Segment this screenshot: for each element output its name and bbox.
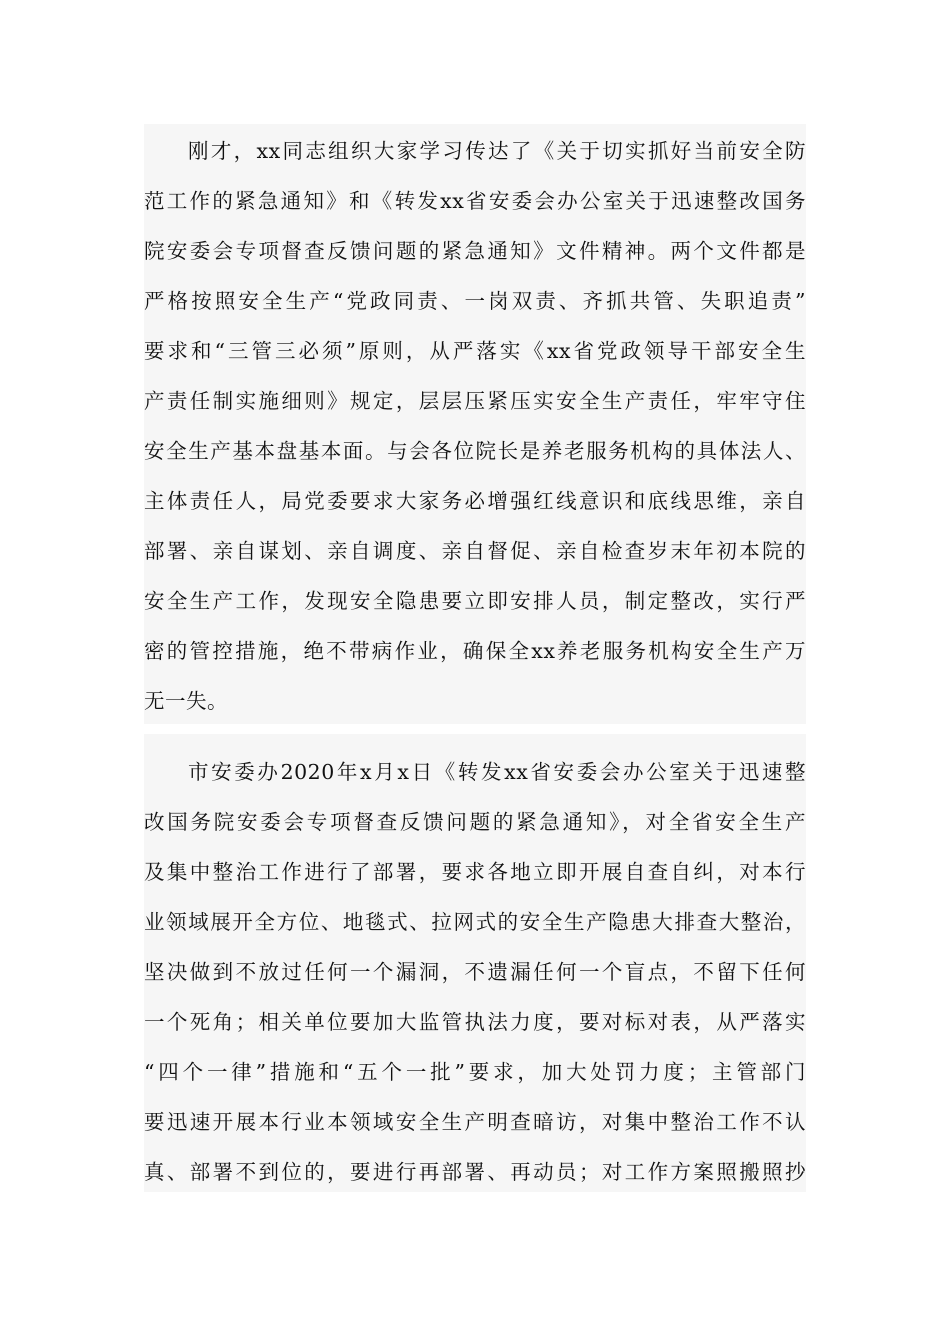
paragraph-2-line-9: 真、部署不到位的，要进行再部署、再动员；对工作方案照搬照抄: [144, 1160, 806, 1184]
paragraph-1-line-12: 无一失。: [144, 689, 228, 713]
paragraph-1-line-5: 要求和“三管三必须”原则，从严落实《xx省党政领导干部安全生: [144, 339, 806, 363]
paragraph-1-line-3: 院安委会专项督查反馈问题的紧急通知》文件精神。两个文件都是: [144, 239, 806, 263]
paragraph-2-line-8: 要迅速开展本行业本领域安全生产明查暗访，对集中整治工作不认: [144, 1110, 806, 1134]
paragraph-2-line-1: 市安委办2020年x月x日《转发xx省安委会办公室关于迅速整: [188, 760, 806, 784]
paragraph-2-line-4: 业领域展开全方位、地毯式、拉网式的安全生产隐患大排查大整治，: [144, 910, 806, 934]
paragraph-1-line-11: 密的管控措施，绝不带病作业，确保全xx养老服务机构安全生产万: [144, 639, 806, 663]
paragraph-1-line-9: 部署、亲自谋划、亲自调度、亲自督促、亲自检查岁末年初本院的: [144, 539, 806, 563]
paragraph-1-line-6: 产责任制实施细则》规定，层层压紧压实安全生产责任，牢牢守住: [144, 389, 806, 413]
paragraph-2-line-7: “四个一律”措施和“五个一批”要求，加大处罚力度；主管部门: [144, 1060, 806, 1084]
paragraph-1-line-8: 主体责任人，局党委要求大家务必增强红线意识和底线思维，亲自: [144, 489, 806, 513]
paragraph-1-line-10: 安全生产工作，发现安全隐患要立即安排人员，制定整改，实行严: [144, 589, 806, 613]
paragraph-1-line-7: 安全生产基本盘基本面。与会各位院长是养老服务机构的具体法人、: [144, 439, 806, 463]
paragraph-2-line-5: 坚决做到不放过任何一个漏洞，不遗漏任何一个盲点，不留下任何: [144, 960, 806, 984]
paragraph-2-line-2: 改国务院安委会专项督查反馈问题的紧急通知》，对全省安全生产: [144, 810, 806, 834]
paragraph-2-line-3: 及集中整治工作进行了部署，要求各地立即开展自查自纠，对本行: [144, 860, 806, 884]
paragraph-2-line-6: 一个死角；相关单位要加大监管执法力度，要对标对表，从严落实: [144, 1010, 806, 1034]
paragraph-1-line-2: 范工作的紧急通知》和《转发xx省安委会办公室关于迅速整改国务: [144, 189, 806, 213]
paragraph-1-line-4: 严格按照安全生产“党政同责、一岗双责、齐抓共管、失职追责”: [144, 289, 806, 313]
paragraph-1-line-1: 刚才，xx同志组织大家学习传达了《关于切实抓好当前安全防: [188, 139, 806, 163]
